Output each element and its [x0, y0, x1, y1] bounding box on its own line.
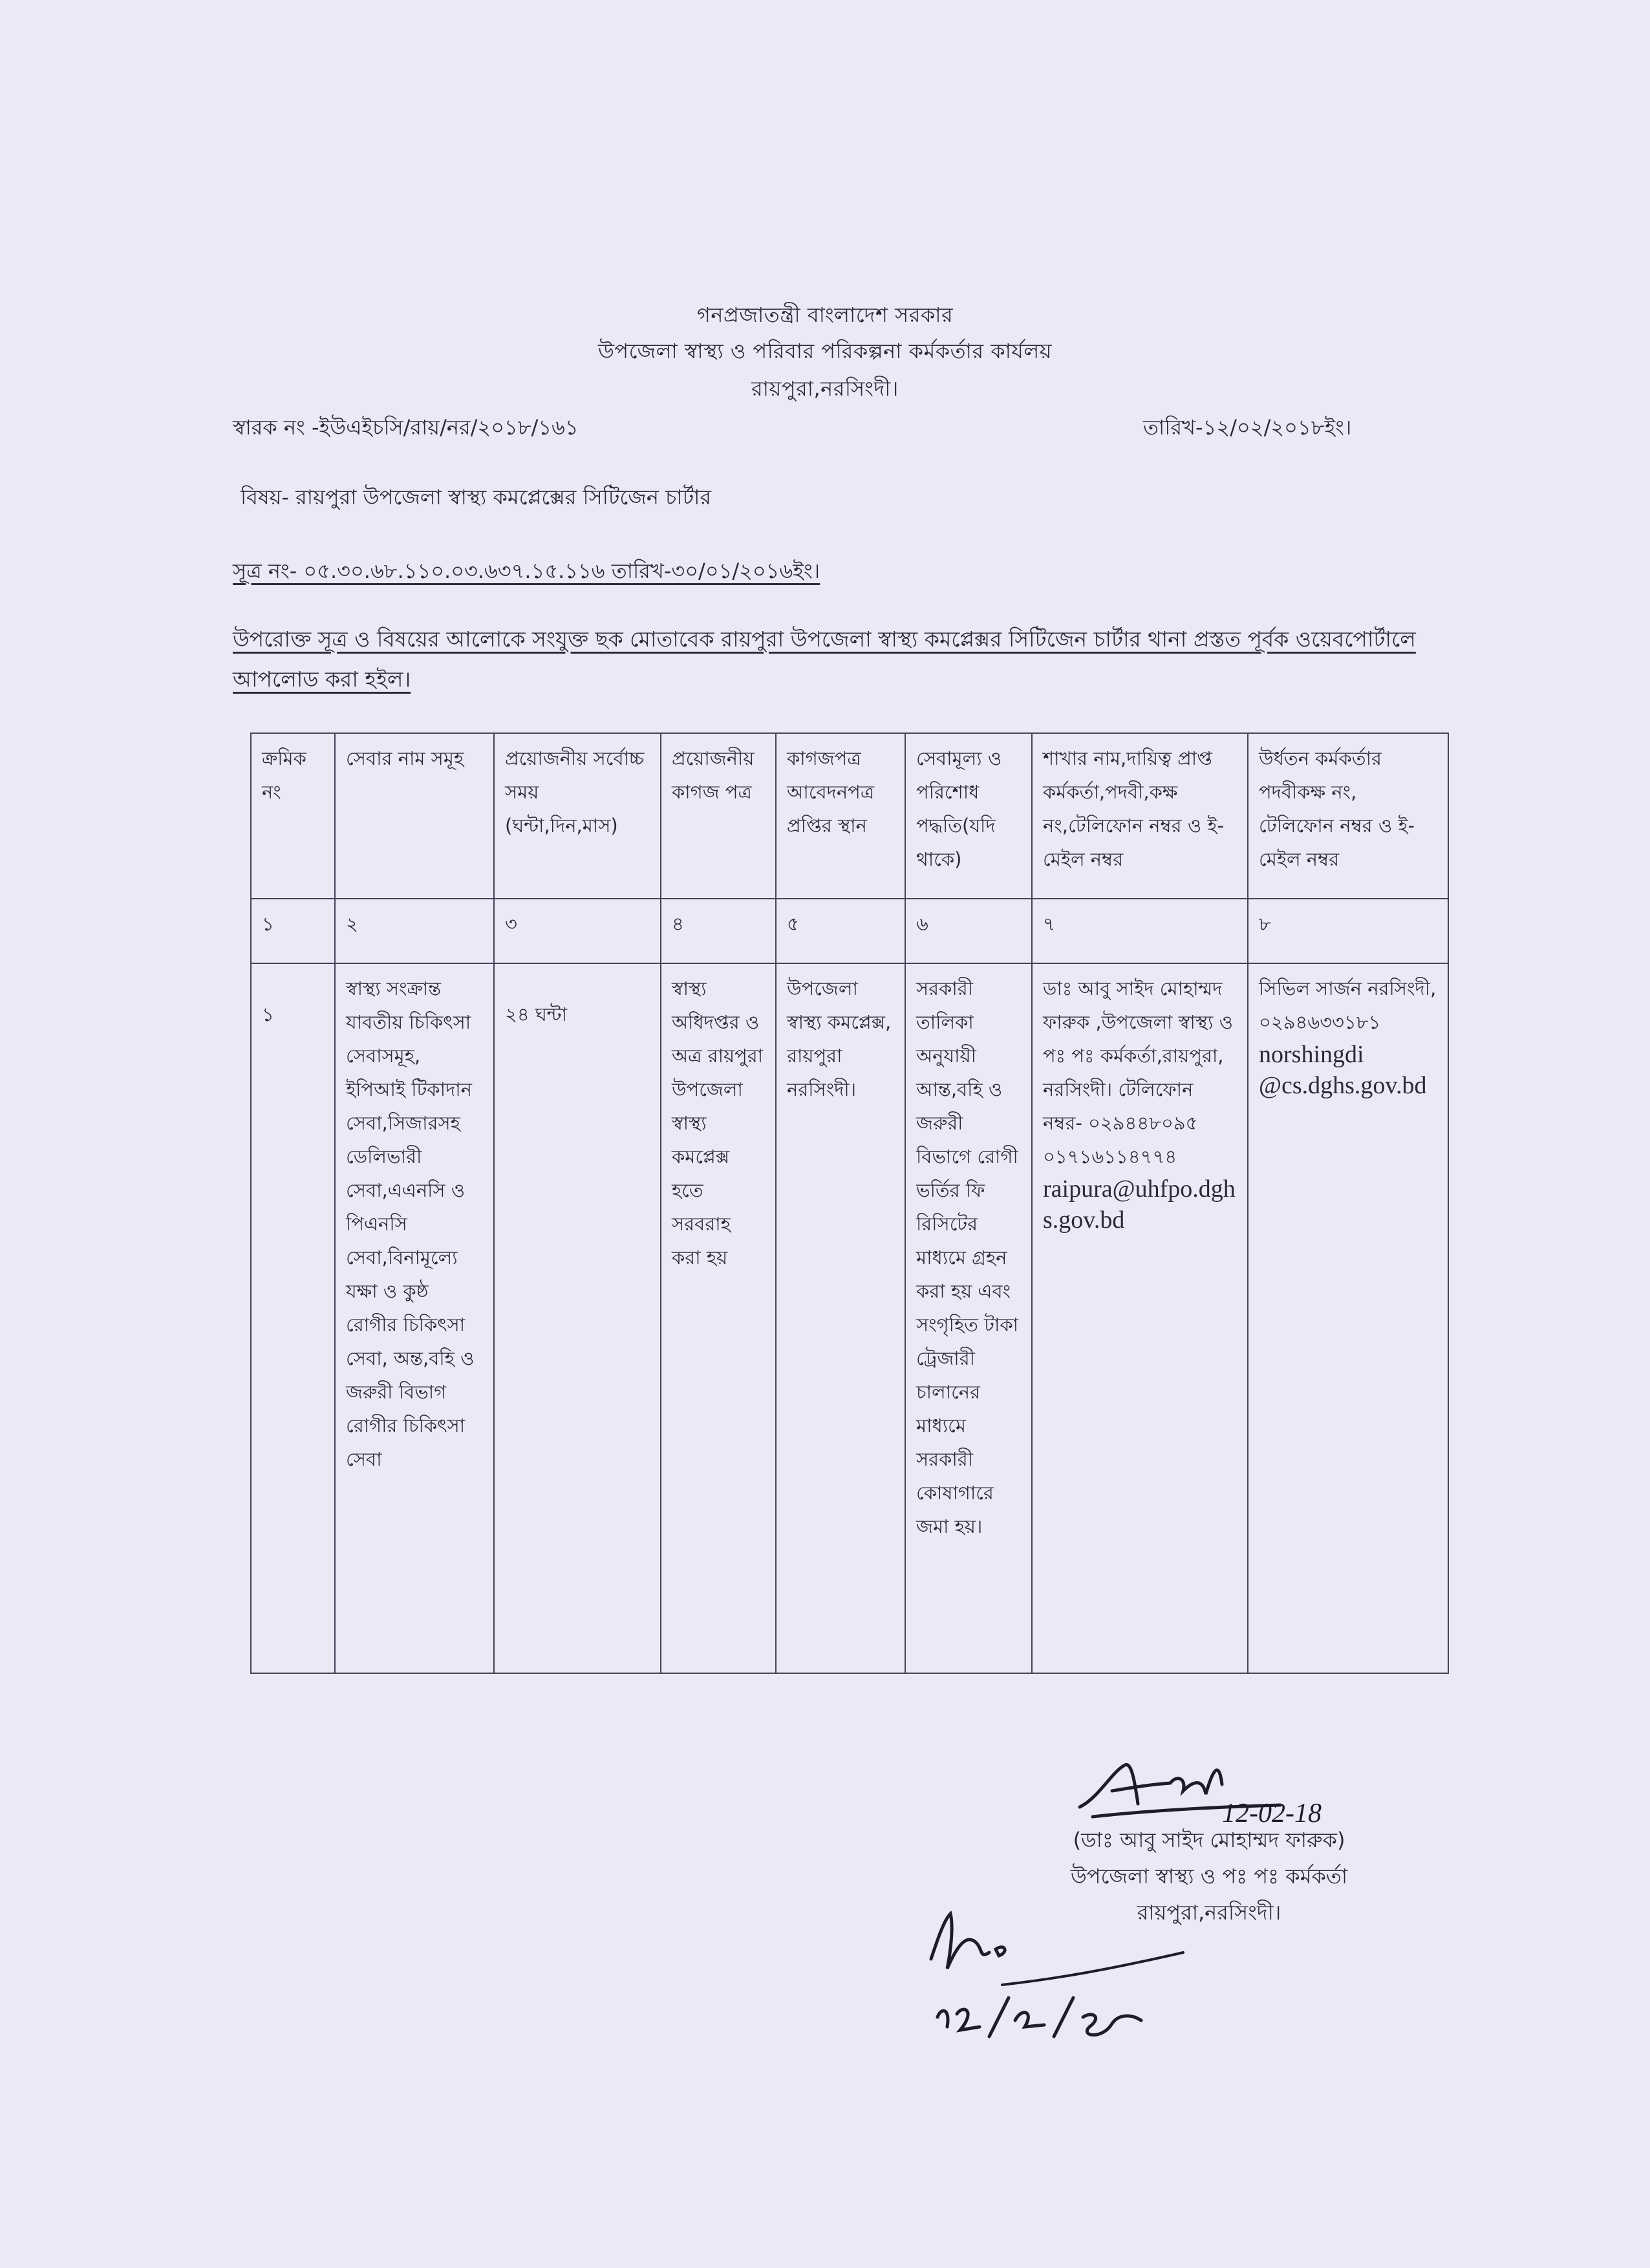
column-number: ৬ — [905, 899, 1032, 963]
source-reference: সূত্র নং- ০৫.৩০.৬৮.১১০.০৩.৬৩৭.১৫.১১৬ তারিখ-৩০/০১/২০১৬ইং। — [233, 559, 820, 583]
cell-time: ২৪ ঘন্টা — [494, 963, 661, 1673]
header-government: গনপ্রজাতন্ত্রী বাংলাদেশ সরকার — [696, 303, 954, 327]
cell-serial: ১ — [251, 963, 335, 1673]
cell-fee: সরকারী তালিকা অনুযায়ী আন্ত,বহি ও জরুরী বিভাগে রোগী ভর্তির ফি রিসিটের মাধ্যমে গ্রহন করা হয় এবং সংগৃহিত টাকা ট্রেজারী চালানের মাধ্যমে সরকারী কোষাগারে জমা হয়। — [905, 963, 1032, 1673]
table-number-row — [251, 899, 1448, 963]
subject-line: বিষয়- রায়পুরা উপজেলা স্বাস্থ্য কমপ্লেক্সের সিটিজেন চার্টার — [241, 485, 712, 509]
header-cell-place: কাগজপত্র আবেদনপত্র প্রপ্তির স্থান — [776, 733, 905, 899]
signatory-location: রায়পুরা,নরসিংদী। — [1137, 1900, 1281, 1925]
header-cell-time: প্রয়োজনীয় সর্বোচ্চ সময় (ঘন্টা,দিন,মাস) — [494, 733, 661, 899]
table-header-row — [251, 733, 1448, 899]
column-number: ২ — [335, 899, 494, 963]
officer-email: raipura@uhfpo.dghs.gov.bd — [1043, 1175, 1236, 1234]
cell-place: উপজেলা স্বাস্থ্য কমপ্লেক্স, রায়পুরা নরসিংদী। — [776, 963, 905, 1673]
header-cell-services: সেবার নাম সমূহ — [335, 733, 494, 899]
header-location: রায়পুরা,নরসিংদী। — [751, 376, 899, 401]
citizen-charter-table — [250, 733, 1449, 1674]
table-row — [251, 963, 1448, 1673]
header-office: উপজেলা স্বাস্থ্য ও পরিবার পরিকল্পনা কর্মকর্তার কার্যলয় — [597, 339, 1053, 363]
officer-details: ডাঃ আবু সাইদ মোহাম্মদ ফারুক ,উপজেলা স্বাস্থ্য ও পঃ পঃ কর্মকর্তা,রায়পুরা, নরসিংদী। টেলিফোন নম্বর- ০২৯৪৪৮০৯৫ ০১৭১৬১১৪৭৭৪ — [1043, 978, 1233, 1168]
cell-documents: স্বাস্থ্য অধিদপ্তর ও অত্র রায়পুরা উপজেলা স্বাস্থ্য কমপ্লেক্স হতে সরবরাহ করা হয় — [661, 963, 776, 1673]
column-number: ৮ — [1248, 899, 1448, 963]
header-cell-fee: সেবামূল্য ও পরিশোধ পদ্ধতি(যদি থাকে) — [905, 733, 1032, 899]
header-cell-serial: ক্রমিক নং — [251, 733, 335, 899]
body-paragraph: উপরোক্ত সূত্র ও বিষয়ের আলোকে সংযুক্ত ছক মোতাবেক রায়পুরা উপজেলা স্বাস্থ্য কমপ্লেক্সর সিটিজেন চার্টার থানা প্রস্তত পূর্বক ওয়েবপোর্টালে আপলোড করা হইল। — [233, 626, 1416, 692]
signatory-designation: উপজেলা স্বাস্থ্য ও পঃ পঃ কর্মকর্তা — [1070, 1864, 1348, 1888]
signature-date: 12-02-18 — [1222, 1799, 1322, 1828]
column-number: ১ — [251, 899, 335, 963]
column-number: ৫ — [776, 899, 905, 963]
officer-signature — [1073, 1746, 1384, 1830]
header-cell-documents: প্রয়োজনীয় কাগজ পত্র — [661, 733, 776, 899]
secondary-signature — [918, 1888, 1190, 2056]
superior-email: norshingdi @cs.dghs.gov.bd — [1259, 1041, 1427, 1099]
superior-details: সিভিল সার্জন নরসিংদী, ০২৯৪৬৩৩১৮১ — [1259, 978, 1437, 1033]
cell-officer — [1032, 963, 1248, 1673]
column-number: ৩ — [494, 899, 661, 963]
cell-services: স্বাস্থ্য সংক্রান্ত যাবতীয় চিকিৎসা সেবাসমূহ, ইপিআই টিকাদান সেবা,সিজারসহ ডেলিভারী সেবা,এএনসি ও পিএনসি সেবা,বিনামূল্যে যক্ষা ও কুষ্ঠ রোগীর চিকিৎসা সেবা, অন্ত,বহি ও জরুরী বিভাগ রোগীর চিকিৎসা সেবা — [335, 963, 494, 1673]
memo-reference: স্বারক নং -ইউএইচসি/রায়/নর/২০১৮/১৬১ — [233, 415, 579, 440]
memo-date: তারিখ-১২/০২/২০১৮ইং। — [1143, 415, 1352, 440]
signatory-name: (ডাঃ আবু সাইদ মোহাম্মদ ফারুক) — [1073, 1828, 1345, 1852]
header-cell-superior: উর্ধতন কর্মকর্তার পদবীকক্ষ নং, টেলিফোন নম্বর ও ই-মেইল নম্বর — [1248, 733, 1448, 899]
column-number: ৭ — [1032, 899, 1248, 963]
header-cell-officer: শাখার নাম,দায়িত্ব প্রাপ্ত কর্মকর্তা,পদবী,কক্ষ নং,টেলিফোন নম্বর ও ই-মেইল নম্বর — [1032, 733, 1248, 899]
cell-superior — [1248, 963, 1448, 1673]
column-number: ৪ — [661, 899, 776, 963]
